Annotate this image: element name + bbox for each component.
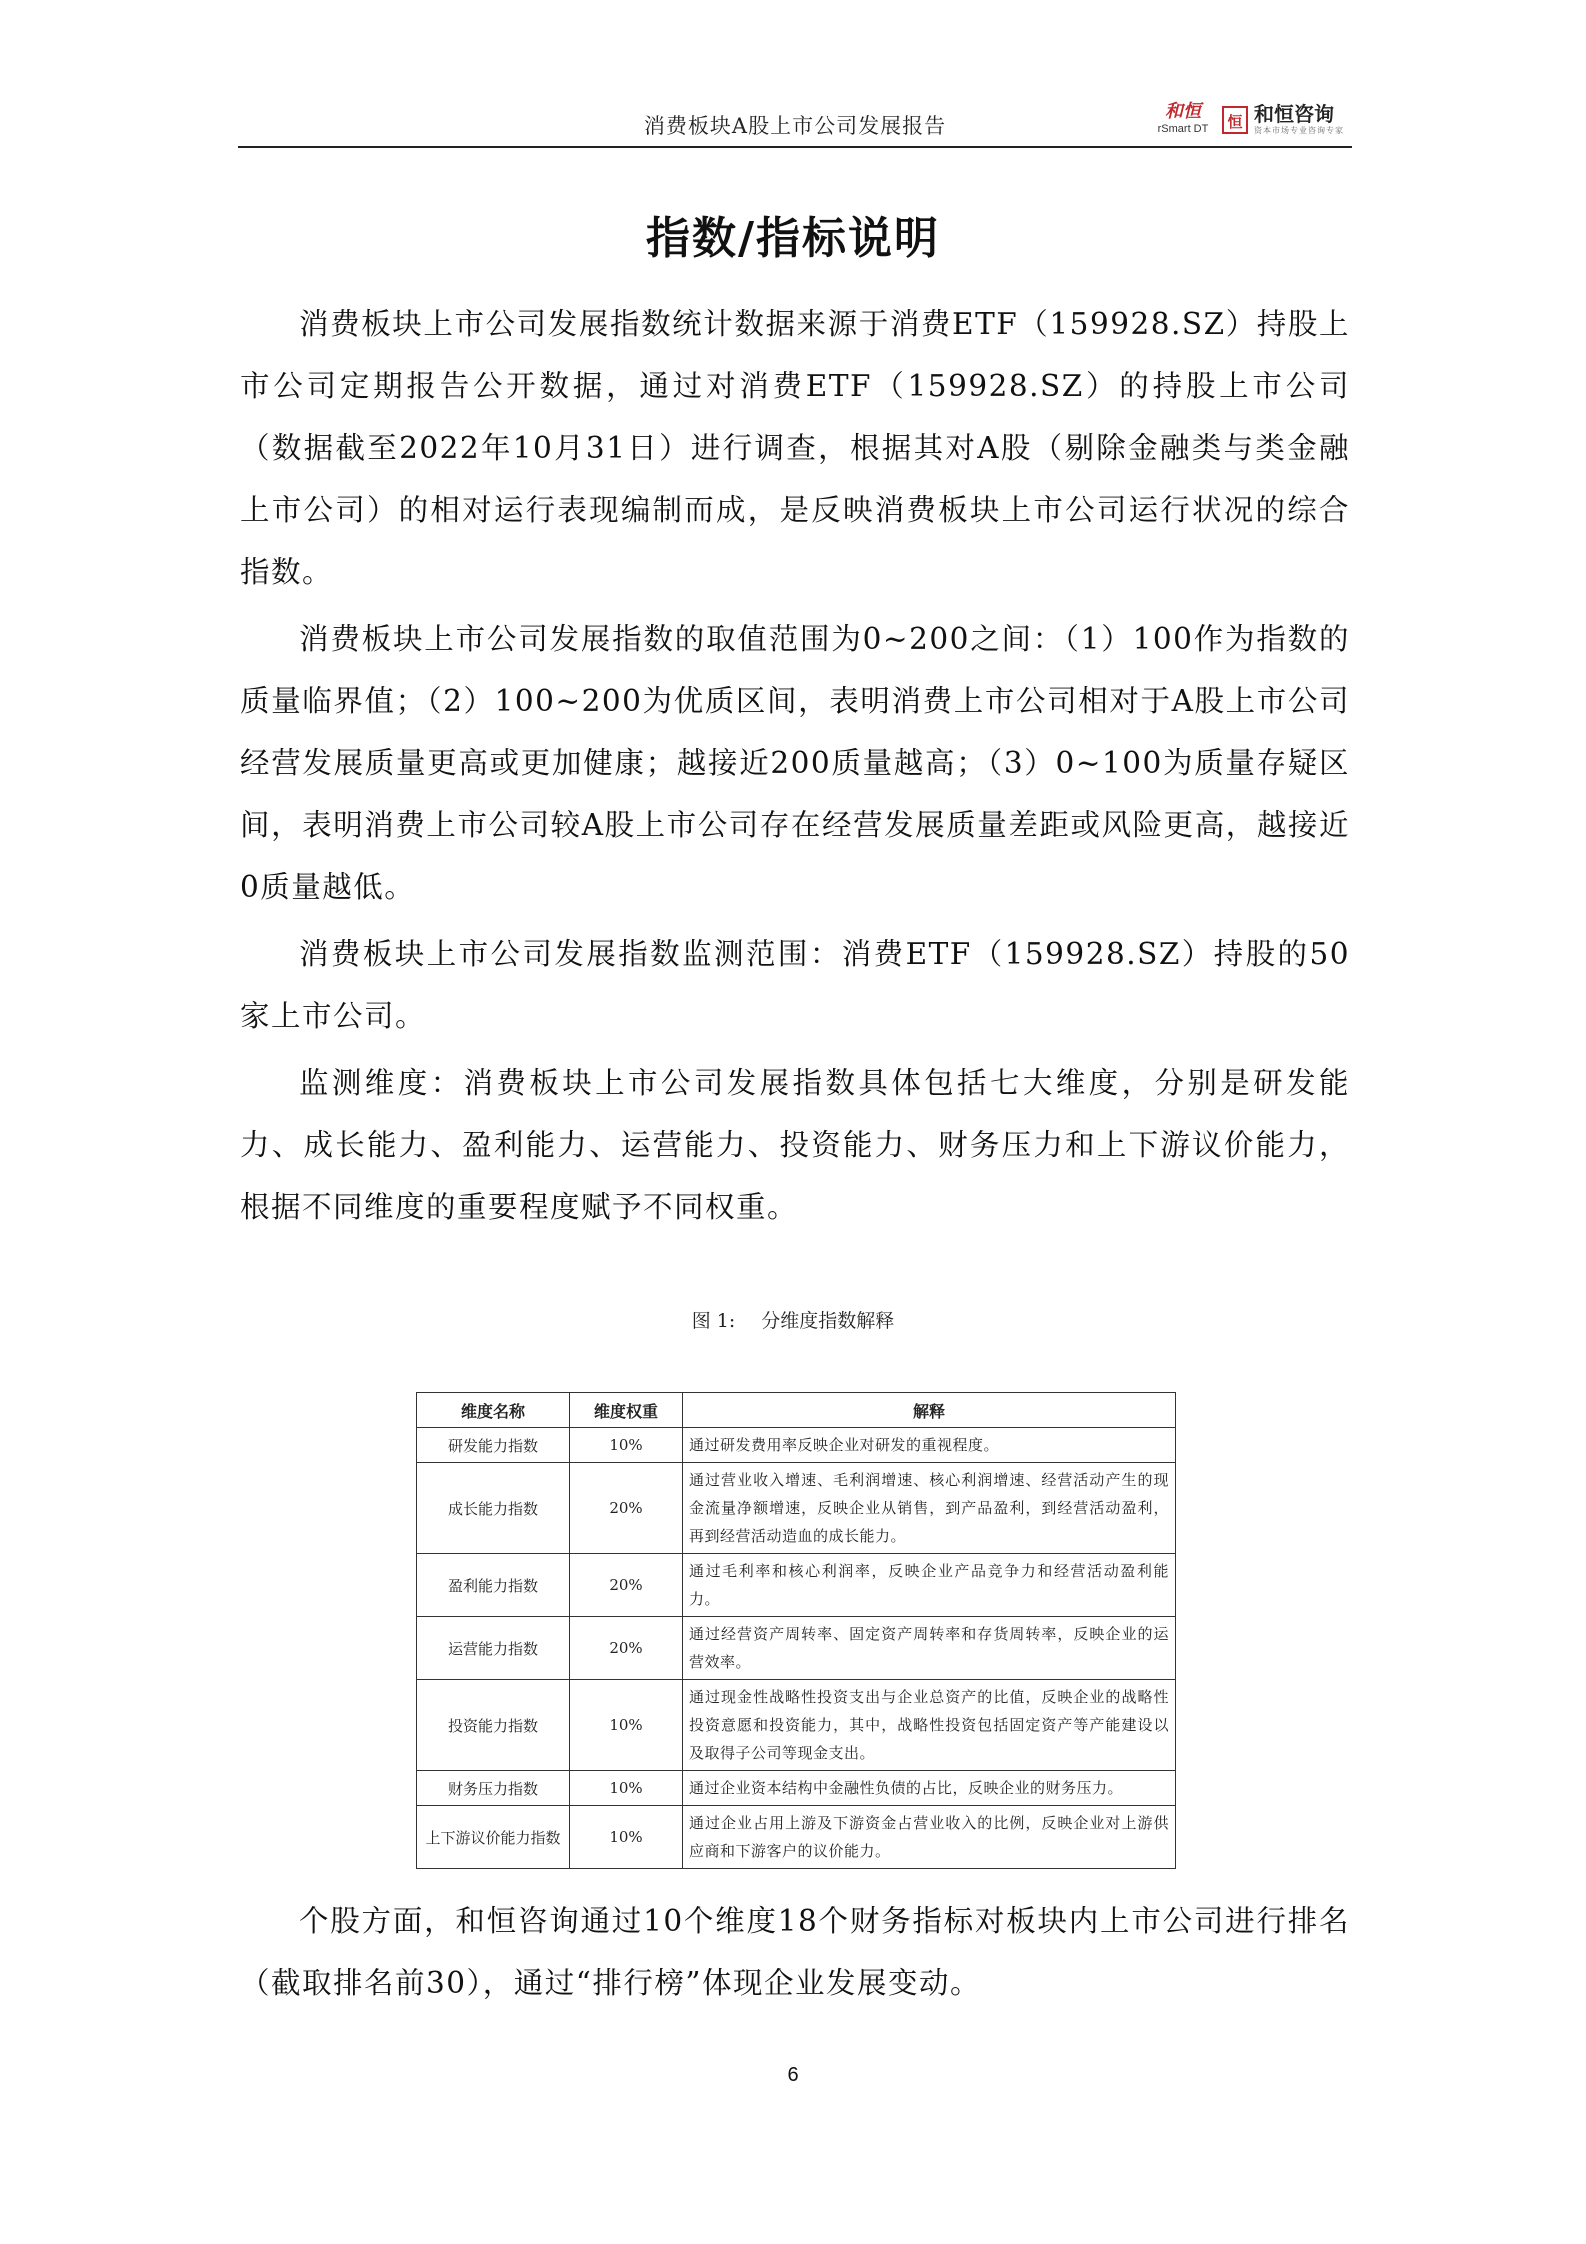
dimension-name: 财务压力指数 bbox=[417, 1771, 570, 1806]
page-number: 6 bbox=[787, 2064, 799, 2086]
dimension-explanation: 通过毛利率和核心利润率，反映企业产品竞争力和经营活动盈利能力。 bbox=[683, 1554, 1176, 1617]
dimension-explanation: 通过经营资产周转率、固定资产周转率和存货周转率，反映企业的运营效率。 bbox=[683, 1617, 1176, 1680]
dimension-weight: 20% bbox=[570, 1463, 683, 1554]
dimension-weight: 10% bbox=[570, 1806, 683, 1869]
dimension-weight: 20% bbox=[570, 1617, 683, 1680]
logo-tagline: 资本市场专业咨询专家 bbox=[1254, 126, 1344, 135]
table-row bbox=[417, 1680, 1176, 1771]
table-row bbox=[417, 1617, 1176, 1680]
table-row bbox=[417, 1771, 1176, 1806]
logo-mark bbox=[1152, 102, 1214, 136]
body-text bbox=[240, 293, 1350, 1243]
report-title: 消费板块A股上市公司发展报告 bbox=[643, 114, 947, 138]
dimension-explanation: 通过企业资本结构中金融性负债的占比，反映企业的财务压力。 bbox=[683, 1771, 1176, 1806]
paragraph-scope: 消费板块上市公司发展指数监测范围：消费ETF（159928.SZ）持股的50家上市公司。 bbox=[240, 937, 1350, 1033]
dimension-name: 研发能力指数 bbox=[417, 1428, 570, 1463]
dimension-name: 投资能力指数 bbox=[417, 1680, 570, 1771]
logo-seal-icon: 恒 bbox=[1222, 106, 1248, 134]
table-row bbox=[417, 1428, 1176, 1463]
figure-caption-text: 分维度指数解释 bbox=[761, 1310, 895, 1332]
dimension-weight: 10% bbox=[570, 1680, 683, 1771]
dimension-weight: 10% bbox=[570, 1428, 683, 1463]
header-dimension-weight: 维度权重 bbox=[570, 1393, 683, 1428]
header-dimension-name: 维度名称 bbox=[417, 1393, 570, 1428]
logo-name: 和恒咨询 bbox=[1254, 102, 1334, 126]
table-row bbox=[417, 1806, 1176, 1869]
paragraph-ranking: 个股方面，和恒咨询通过10个维度18个财务指标对板块内上市公司进行排名（截取排名前30），通过“排行榜”体现企业发展变动。 bbox=[240, 1904, 1350, 2000]
logo-wordmark bbox=[1254, 102, 1354, 136]
header-explanation: 解释 bbox=[683, 1393, 1176, 1428]
paragraph-dimensions: 监测维度：消费板块上市公司发展指数具体包括七大维度，分别是研发能力、成长能力、盈利能力、运营能力、投资能力、财务压力和上下游议价能力，根据不同维度的重要程度赋予不同权重。 bbox=[240, 1066, 1350, 1224]
dimension-name: 上下游议价能力指数 bbox=[417, 1806, 570, 1869]
table-header-row bbox=[417, 1393, 1176, 1428]
closing-section bbox=[240, 1890, 1350, 2019]
dimension-name: 成长能力指数 bbox=[417, 1463, 570, 1554]
dimension-name: 运营能力指数 bbox=[417, 1617, 570, 1680]
figure-label: 图 1: bbox=[691, 1310, 736, 1332]
dimension-name: 盈利能力指数 bbox=[417, 1554, 570, 1617]
dimension-explanation: 通过研发费用率反映企业对研发的重视程度。 bbox=[683, 1428, 1176, 1463]
table-row bbox=[417, 1463, 1176, 1554]
dimension-table bbox=[416, 1392, 1176, 1869]
logo-calligraphy: 和恒 bbox=[1165, 101, 1201, 122]
figure-caption bbox=[0, 1306, 1586, 1333]
dimension-weight: 10% bbox=[570, 1771, 683, 1806]
paragraph-value-range: 消费板块上市公司发展指数的取值范围为0~200之间：（1）100作为指数的质量临界值；（2）100~200为优质区间，表明消费上市公司相对于A股上市公司经营发展质量更高或更加健康；越接近200质量越高；（3）0~100为质量存疑区间，表明消费上市公司较A股上市公司存在经营发展质量差距或风险更高，越接近0质量越低。 bbox=[240, 622, 1350, 904]
dimension-explanation: 通过企业占用上游及下游资金占营业收入的比例，反映企业对上游供应商和下游客户的议价能力。 bbox=[683, 1806, 1176, 1869]
dimension-explanation: 通过营业收入增速、毛利润增速、核心利润增速、经营活动产生的现金流量净额增速，反映企业从销售，到产品盈利，到经营活动盈利，再到经营活动造血的成长能力。 bbox=[683, 1463, 1176, 1554]
company-logo bbox=[1152, 102, 1352, 142]
dimension-explanation: 通过现金性战略性投资支出与企业总资产的比值，反映企业的战略性投资意愿和投资能力，其中，战略性投资包括固定资产等产能建设以及取得子公司等现金支出。 bbox=[683, 1680, 1176, 1771]
paragraph-data-source: 消费板块上市公司发展指数统计数据来源于消费ETF（159928.SZ）持股上市公司定期报告公开数据，通过对消费ETF（159928.SZ）的持股上市公司（数据截至2022年10月31日）进行调查，根据其对A股（剔除金融类与类金融上市公司）的相对运行表现编制而成，是反映消费板块上市公司运行状况的综合指数。 bbox=[240, 307, 1350, 589]
page-title: 指数/指标说明 bbox=[645, 213, 941, 264]
logo-subtitle: rSmart DT bbox=[1157, 123, 1209, 135]
page-header bbox=[238, 98, 1352, 148]
dimension-weight: 20% bbox=[570, 1554, 683, 1617]
table-row bbox=[417, 1554, 1176, 1617]
